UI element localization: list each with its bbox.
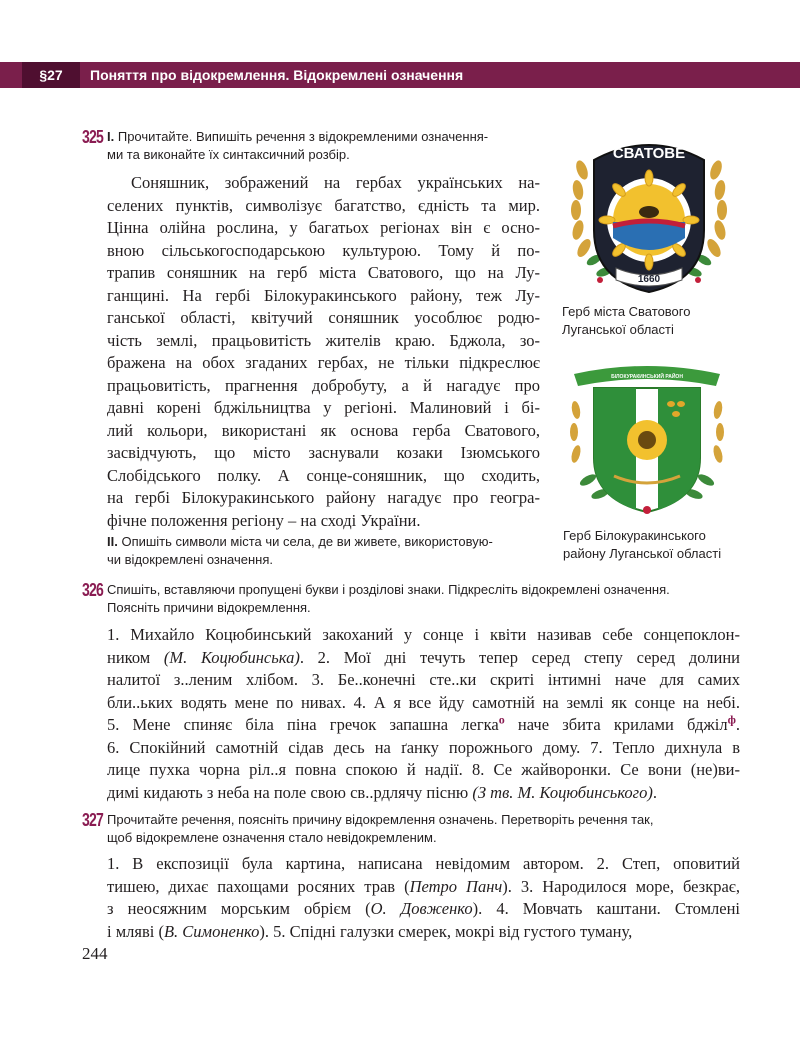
sentence-line (107, 647, 740, 670)
text-fragment: і мляві ( (107, 921, 164, 941)
text-line: Цінна олійна рослина, у багатьох регіонах він є осно- (107, 218, 540, 237)
instruction-line: Поясніть причини відокремлення. (107, 600, 311, 615)
text-fragment: тишею, дихає пахощами росяних трав ( (107, 876, 410, 896)
sentence-line (107, 714, 740, 737)
footnote-marker: о (498, 712, 505, 727)
sentence-line (107, 759, 740, 782)
caption-line: Луганської області (562, 322, 674, 337)
text-line: вною сільськогосподарською культурою. Тому й по- (107, 240, 540, 260)
exercise-327-text (107, 853, 740, 943)
caption-line: району Луганської області (563, 546, 722, 561)
author-citation: В. Симоненко (163, 921, 260, 941)
exercise-325-text (107, 172, 540, 532)
instruction-line: II. Опишіть символи міста чи села, де ви живете, використовую- (107, 534, 493, 549)
author-citation: (М. Коцюбинська) (163, 647, 300, 667)
sentence-line (107, 692, 740, 715)
sentence-line (107, 898, 740, 921)
text-fragment: . (735, 715, 740, 734)
text-line: Соняшник, зображений на гербах українських на- (131, 173, 540, 192)
instruction-line: I. Прочитайте. Випишіть речення з відокремленими означення- (107, 129, 489, 144)
text-line: трапив соняшник на герб міста Сватового, що на Лу- (107, 263, 540, 282)
instruction-line: Прочитайте речення, поясніть причину відокремлення означень. Перетворіть речення так, (107, 812, 654, 827)
text-fragment: ). 5. Спідні галузки смерек, мокрі від густого туману, (259, 921, 633, 941)
text-line: фічне положення регіону – на сході України. (107, 510, 421, 530)
text-line: селених пунктів, символізує багатство, єдність та мир. (107, 195, 540, 215)
text-fragment: 1. В експозиції була картина, написана невідомим автором. 2. Степ, оповитий (107, 854, 740, 873)
sentence-line (107, 624, 740, 647)
text-fragment: 5. Мене спиняє біла піна гречок запашна легка (107, 715, 499, 734)
instruction-line: Спишіть, вставляючи пропущені букви і розділові знаки. Підкресліть відокремлені означення. (107, 582, 670, 597)
page-number: 244 (82, 944, 108, 963)
svatove-coat-year: 1660 (637, 274, 661, 285)
bilokurakyne-caption (563, 527, 721, 563)
text-fragment: 1. Михайло Коцюбинський закоханий у сонце і квіти називав себе сонцепоклон- (107, 625, 740, 644)
exercise-327-instruction (107, 811, 747, 847)
sentence-line (107, 669, 740, 692)
text-fragment: димі кидають з неба на поле свою св..рдлячу пісню (107, 782, 473, 802)
text-line: лий кольори, використані як основа герба Сватового, (107, 420, 540, 440)
text-line: засвідчують, що місто заснували козаки Ізюмського (107, 443, 540, 462)
text-fragment: налитої з..леним хлібом. 3. Бе..конечні сте..ки скриті інтимні наче для самих (107, 670, 740, 689)
exercise-number-325: 325 (82, 127, 104, 147)
sentence-line (107, 921, 740, 944)
text-line: працьовитість, прагнення добробуту, а й нагадує про (107, 375, 540, 395)
bilokurakyne-ribbon-text: БІЛОКУРАКИНСЬКИЙ РАЙОН (611, 374, 683, 380)
chapter-header-bar (0, 62, 800, 88)
footnote-marker: ф (727, 712, 736, 727)
text-fragment: з неосяжним морським обрієм ( (107, 899, 371, 918)
caption-line: Герб Білокуракинського (563, 528, 706, 543)
text-fragment: бли..ьких водять мене по нивах. 4. А я все йду самотній на землі як сонце на небі. (107, 692, 740, 712)
instruction-line: щоб відокремлене означення стало невідокремленим. (107, 830, 437, 845)
section-number: §27 (22, 62, 80, 88)
text-line: на гербі Білокуракинського району нагадує про геогра- (107, 488, 540, 507)
sentence-line (107, 853, 740, 876)
text-line: Слобідського полку. А сонце-соняшник, що сходить, (107, 465, 540, 485)
text-line: чість землі, працьовитість жителів краю. Бджола, зо- (107, 330, 540, 350)
text-line: ганщині. На гербі Білокуракинського району, теж Лу- (107, 285, 540, 305)
svatove-coat-of-arms-image (564, 130, 734, 300)
text-fragment: ником (107, 647, 164, 667)
exercise-number-327: 327 (82, 810, 104, 830)
svatove-coat-name: СВАТОВЕ (612, 145, 686, 162)
text-fragment: 6. Спокійний самотній сідав десь на ґанку порожнього дому. 7. Тепло дихнула в (107, 737, 740, 757)
exercise-number-326: 326 (82, 580, 104, 600)
bilokurakyne-coat-of-arms-image (566, 360, 728, 522)
text-line: ганської області, квітучий соняшник уособлює родю- (107, 308, 540, 327)
exercise-325-task-2 (107, 533, 552, 569)
text-fragment: лице пухка чорна ріл..я повна спокою й надії. 8. Се жайворонки. Се вони (не)ви- (107, 760, 740, 779)
sentence-line (107, 782, 740, 805)
svatove-caption (562, 303, 690, 339)
text-fragment: ). 4. Мовчать каштани. Стомлені (472, 899, 741, 918)
instruction-line: ми та виконайте їх синтаксичний розбір. (107, 147, 350, 162)
text-fragment: наче збита крилами бджіл (504, 715, 728, 734)
text-fragment: ). 3. Народилося море, безкрає, (502, 876, 740, 896)
sentence-line (107, 737, 740, 760)
author-citation: (З тв. М. Коцюбинського) (472, 782, 653, 802)
exercise-326-instruction (107, 581, 747, 617)
sentence-line (107, 876, 740, 899)
text-line: бражена на обох згаданих гербах, не тільки підкреслює (107, 353, 540, 372)
author-citation: Петро Панч (409, 876, 503, 896)
text-fragment: . 2. Мої дні течуть тепер серед степу серед долини (299, 647, 741, 667)
instruction-line: чи відокремлені означення. (107, 552, 274, 567)
exercise-326-text (107, 624, 740, 804)
text-line: давні корені бджільництва у регіоні. Малиновий і бі- (107, 398, 540, 417)
caption-line: Герб міста Сватового (562, 304, 691, 319)
section-title: Поняття про відокремлення. Відокремлені означення (90, 67, 464, 83)
author-citation: О. Довженко (370, 899, 473, 918)
exercise-325-instruction (107, 128, 547, 164)
text-fragment: . (652, 782, 657, 802)
